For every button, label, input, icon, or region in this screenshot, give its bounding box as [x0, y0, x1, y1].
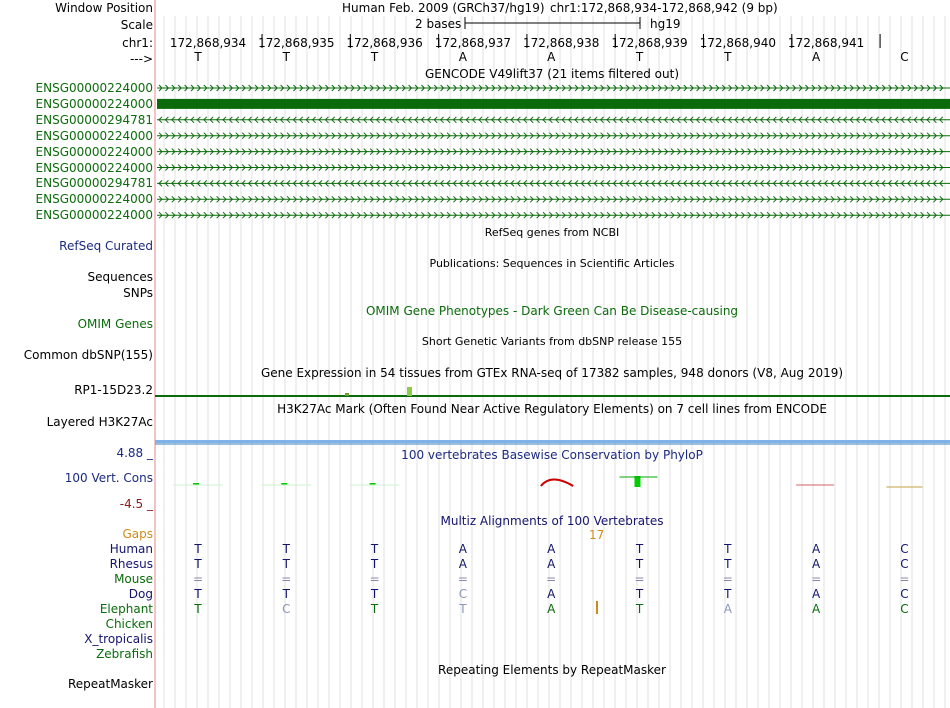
ruler-position-label: 172,868,934 — [169, 36, 247, 50]
species-label[interactable]: X_tropicalis — [84, 632, 153, 646]
label-gaps[interactable]: Gaps — [122, 527, 153, 541]
alignment-base: A — [811, 557, 821, 571]
phylop-mark — [635, 476, 641, 487]
ruler-position-label: 172,868,938 — [523, 36, 600, 50]
ruler-position-label: 172,868,940 — [699, 36, 776, 50]
gencode-item-label[interactable]: ENSG00000294781 — [35, 176, 153, 191]
phylop-track-title[interactable]: 100 vertebrates Basewise Conservation by PhyloP — [401, 448, 703, 462]
ruler-base: A — [811, 50, 821, 64]
gtex-bar — [345, 393, 349, 396]
alignment-base: A — [458, 557, 467, 571]
ruler-position-label: 172,868,939 — [611, 36, 688, 50]
assembly-title: Human Feb. 2009 (GRCh37/hg19) — [342, 1, 545, 15]
repeatmasker-track-title[interactable]: Repeating Elements by RepeatMasker — [438, 663, 666, 677]
label-omim-genes[interactable]: OMIM Genes — [77, 317, 153, 331]
ruler-base: T — [282, 50, 290, 64]
label-100-vert-cons[interactable]: 100 Vert. Cons — [64, 471, 153, 485]
alignment-base: C — [282, 602, 291, 616]
omim-track-title[interactable]: OMIM Gene Phenotypes - Dark Green Can Be Disease-causing — [365, 304, 739, 318]
alignment-base: C — [900, 602, 909, 616]
label-phylop-min: -4.5 _ — [119, 497, 153, 511]
alignment-base: A — [811, 542, 821, 556]
alignment-base: = — [281, 572, 292, 586]
alignment-base: = — [811, 572, 822, 586]
species-label[interactable]: Mouse — [114, 572, 153, 586]
alignment-base: A — [811, 602, 821, 616]
species-label[interactable]: Zebrafish — [96, 647, 153, 661]
alignment-base: T — [194, 602, 202, 616]
label-rp1-15d23[interactable]: RP1-15D23.2 — [74, 383, 153, 397]
species-label[interactable]: Chicken — [105, 617, 153, 631]
gencode-item-label[interactable]: ENSG00000294781 — [35, 112, 153, 127]
alignment-base: = — [192, 572, 204, 586]
alignment-base: C — [458, 587, 468, 601]
alignment-base: = — [457, 572, 468, 586]
ruler-position-label: 172,868,941 — [787, 36, 865, 50]
dbsnp-track-title[interactable]: Short Genetic Variants from dbSNP release 155 — [421, 335, 683, 348]
alignment-base: T — [194, 557, 202, 571]
label-sequences[interactable]: Sequences — [87, 270, 153, 284]
alignment-base: C — [900, 587, 909, 601]
alignment-base: T — [370, 557, 379, 571]
ruler-base: T — [724, 50, 732, 64]
species-label[interactable]: Rhesus — [109, 557, 153, 571]
label-repeatmasker[interactable]: RepeatMasker — [67, 677, 153, 691]
alignment-base: A — [458, 542, 467, 556]
alignment-base: T — [282, 557, 290, 571]
multiz-track-title[interactable]: Multiz Alignments of 100 Vertebrates — [440, 514, 664, 528]
alignment-base: = — [722, 572, 733, 586]
scale-db: hg19 — [650, 17, 681, 31]
label-phylop-max: 4.88 _ — [116, 446, 153, 460]
species-label[interactable]: Dog — [128, 587, 153, 601]
alignment-base: T — [282, 542, 290, 556]
label-layered-h3k27ac[interactable]: Layered H3K27Ac — [46, 415, 153, 429]
ruler-base: C — [900, 50, 909, 64]
alignment-base: = — [634, 572, 645, 586]
alignment-base: T — [724, 587, 732, 601]
alignment-base: = — [369, 572, 380, 586]
label-strand-arrow: ---> — [129, 52, 153, 66]
gencode-item-label[interactable]: ENSG00000224000 — [35, 160, 153, 175]
gencode-item-label[interactable]: ENSG00000224000 — [35, 192, 153, 207]
alignment-base: A — [811, 587, 821, 601]
ruler-base: T — [370, 50, 379, 64]
ruler-position-label: 172,868,937 — [434, 36, 512, 50]
alignment-base: = — [546, 572, 557, 586]
gencode-item-label[interactable]: ENSG00000224000 — [35, 128, 153, 143]
gencode-item-label[interactable]: ENSG00000224000 — [35, 96, 153, 111]
alignment-base: C — [900, 557, 909, 571]
alignment-base: A — [547, 602, 556, 616]
position-readout: chr1:172,868,934-172,868,942 (9 bp) — [550, 1, 778, 15]
publications-track-title[interactable]: Publications: Sequences in Scientific Articles — [429, 257, 675, 270]
species-label[interactable]: Elephant — [99, 602, 153, 616]
h3k27ac-signal — [155, 440, 950, 443]
gtex-bar — [407, 387, 412, 396]
alignment-base: A — [547, 587, 556, 601]
gtex-track-title[interactable]: Gene Expression in 54 tissues from GTEx RNA-seq of 17382 samples, 948 donors (V8, Aug 2019) — [260, 366, 844, 380]
species-label[interactable]: Human — [109, 542, 153, 556]
alignment-base: C — [900, 542, 909, 556]
alignment-base: T — [370, 602, 379, 616]
alignment-base: T — [635, 602, 644, 616]
gencode-item-label[interactable]: ENSG00000224000 — [35, 208, 153, 223]
label-snps[interactable]: SNPs — [123, 286, 153, 300]
alignment-base: = — [899, 572, 910, 586]
alignment-base: T — [635, 542, 644, 556]
scale-label: 2 bases — [415, 17, 462, 31]
label-common-dbsnp[interactable]: Common dbSNP(155) — [23, 348, 153, 362]
gencode-exon-block — [157, 99, 950, 109]
alignment-base: T — [724, 557, 732, 571]
gaps-value: 17 — [589, 528, 605, 542]
alignment-base: A — [723, 602, 732, 616]
h3k27ac-track-title[interactable]: H3K27Ac Mark (Often Found Near Active Regulatory Elements) on 7 cell lines from ENCODE — [277, 402, 827, 416]
refseq-track-title[interactable]: RefSeq genes from NCBI — [484, 226, 620, 239]
alignment-base: T — [282, 587, 290, 601]
alignment-base: T — [194, 587, 202, 601]
label-scale: Scale — [120, 18, 153, 32]
alignment-base: T — [370, 542, 379, 556]
alignment-base: T — [459, 602, 467, 616]
alignment-base: A — [547, 542, 556, 556]
alignment-base: T — [724, 542, 732, 556]
ruler-position-label: 172,868,936 — [346, 36, 423, 50]
label-chr: chr1: — [122, 36, 153, 50]
alignment-base: A — [547, 557, 556, 571]
phylop-mark — [541, 480, 573, 487]
ruler-base: T — [635, 50, 644, 64]
label-window-position: Window Position — [55, 1, 153, 15]
label-refseq-curated[interactable]: RefSeq Curated — [59, 239, 153, 253]
ruler-base: A — [458, 50, 467, 64]
ruler-base: A — [547, 50, 556, 64]
alignment-base: T — [194, 542, 202, 556]
gencode-item-label[interactable]: ENSG00000224000 — [35, 144, 153, 159]
alignment-base: T — [370, 587, 379, 601]
ruler-position-label: 172,868,935 — [258, 36, 335, 50]
gencode-track-title[interactable]: GENCODE V49lift37 (21 items filtered out) — [424, 67, 680, 81]
alignment-base: T — [635, 557, 644, 571]
gencode-item-label[interactable]: ENSG00000224000 — [35, 81, 153, 95]
ruler-base: T — [194, 50, 202, 64]
alignment-base: T — [635, 587, 644, 601]
